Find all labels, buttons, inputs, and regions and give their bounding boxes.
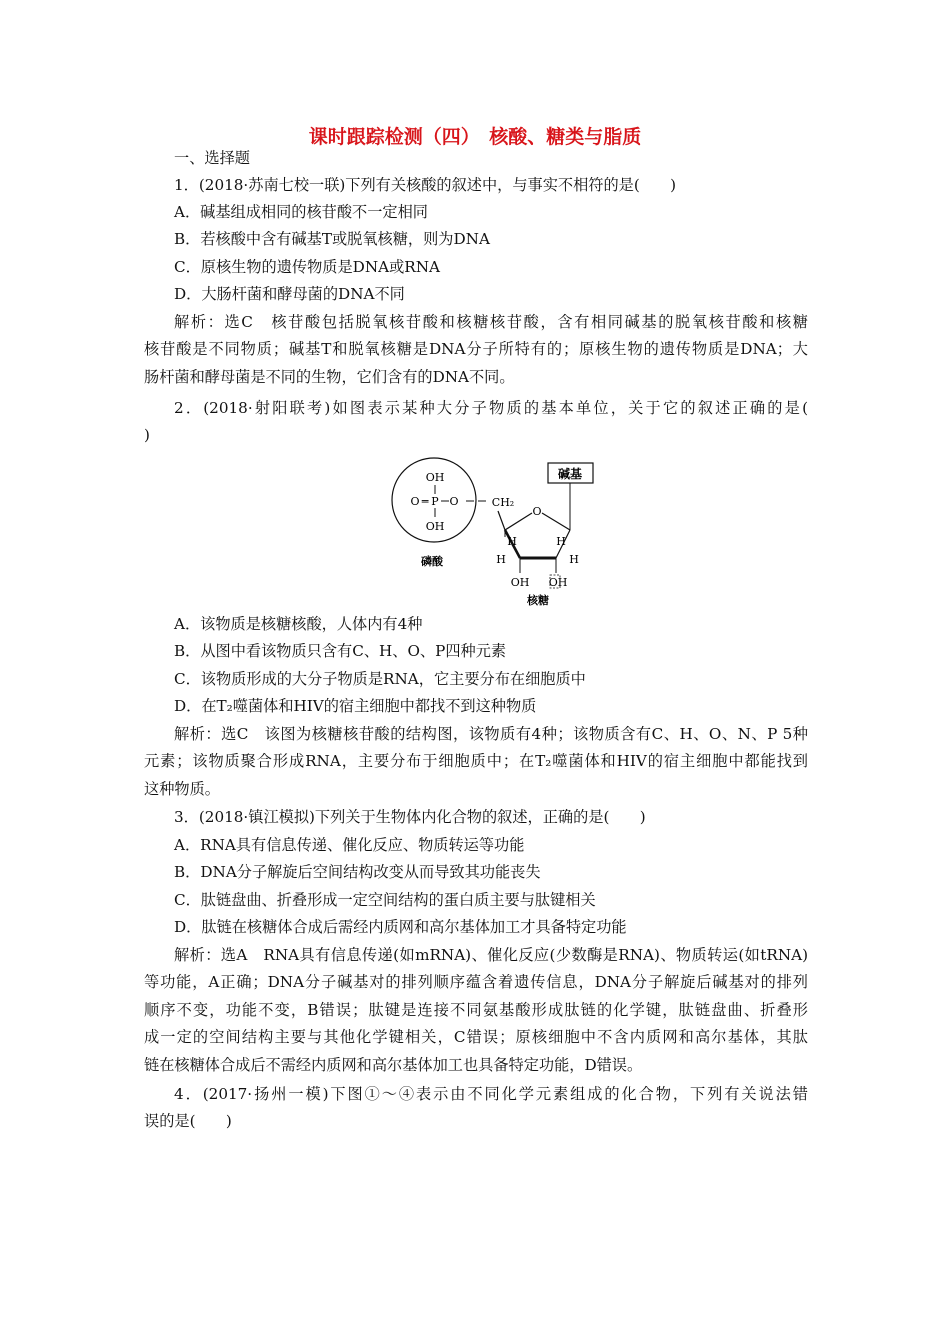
question-3-analysis: 解析：选A RNA具有信息传递(如mRNA)、催化反应(少数酶是RNA)、物质转运(如tRNA): [174, 946, 808, 964]
question-2-option-b: B．从图中看该物质只含有C、H、O、P四种元素: [174, 642, 507, 660]
question-3-option-a: A．RNA具有信息传递、催化反应、物质转运等功能: [174, 836, 525, 854]
question-2-analysis-cont: 这种物质。: [144, 780, 220, 798]
question-1-stem: 1．(2018·苏南七校一联)下列有关核酸的叙述中，与事实不相符的是( ): [174, 176, 677, 194]
ring-oxygen: O: [532, 505, 542, 518]
sugar-label: 核糖: [527, 594, 549, 607]
hydrogen-c1: H: [556, 535, 566, 548]
question-1-analysis: 解析：选C 核苷酸包括脱氧核苷酸和核糖核苷酸，含有相同碱基的脱氧核苷酸和核糖: [174, 313, 808, 331]
phosphate-o-link: O: [449, 495, 459, 508]
question-1-option-a: A．碱基组成相同的核苷酸不一定相同: [174, 203, 428, 221]
phosphate-label: 磷酸: [421, 555, 443, 568]
question-3-analysis-cont: 等功能，A正确；DNA分子碱基对的排列顺序蕴含着遗传信息，DNA分子解旋后碱基对的排列: [144, 973, 808, 991]
question-1-option-c: C．原核生物的遗传物质是DNA或RNA: [174, 258, 440, 276]
hydrogen-c3: H: [496, 553, 506, 566]
hydrogen-c2: H: [569, 553, 579, 566]
phosphorus-atom: P: [431, 495, 439, 508]
question-3-option-b: B．DNA分子解旋后空间结构改变从而导致其功能丧失: [174, 863, 541, 881]
question-3-option-d: D．肽链在核糖体合成后需经内质网和高尔基体加工才具备特定功能: [174, 918, 627, 936]
ch2-group: CH₂: [491, 496, 515, 509]
question-2-option-a: A．该物质是核糖核酸，人体内有4种: [174, 615, 423, 633]
question-3-option-c: C．肽链盘曲、折叠形成一定空间结构的蛋白质主要与肽键相关: [174, 891, 596, 909]
section-heading: 一、选择题: [174, 149, 250, 167]
question-2-option-d: D．在T₂噬菌体和HIV的宿主细胞中都找不到这种物质: [174, 697, 537, 715]
base-box: [548, 463, 593, 483]
hydrogen-c4: H: [507, 535, 517, 548]
question-2-option-c: C．该物质形成的大分子物质是RNA，它主要分布在细胞质中: [174, 670, 586, 688]
question-2-analysis: 解析：选C 该图为核糖核苷酸的结构图，该物质有4种；该物质含有C、H、O、N、P 5种: [174, 725, 808, 743]
question-4-stem: 4．(2017·扬州一模)下图①～④表示由不同化学元素组成的化合物，下列有关说法错: [174, 1085, 808, 1103]
question-3-stem: 3．(2018·镇江模拟)下列关于生物体内化合物的叙述，正确的是( ): [174, 808, 646, 826]
question-2-stem-cont: ): [144, 426, 150, 444]
question-1-option-b: B．若核酸中含有碱基T或脱氧核糖，则为DNA: [174, 230, 490, 248]
double-bond: ═: [421, 495, 429, 508]
phosphate-oh-top: OH: [425, 471, 445, 484]
question-3-analysis-cont: 成一定的空间结构主要与其他化学键相关，C错误；原核细胞中不含内质网和高尔基体，其肽: [144, 1028, 808, 1046]
question-2-stem: 2．(2018·射阳联考)如图表示某种大分子物质的基本单位，关于它的叙述正确的是(: [174, 399, 808, 417]
base-label: 碱基: [557, 467, 583, 481]
question-4-stem-cont: 误的是( ): [144, 1112, 232, 1130]
question-2-analysis-cont: 元素；该物质聚合形成RNA，主要分布于细胞质中；在T₂噬菌体和HIV的宿主细胞中都能找到: [144, 752, 808, 770]
question-1-option-d: D．大肠杆菌和酵母菌的DNA不同: [174, 285, 405, 303]
phosphate-group: [392, 458, 476, 568]
phosphate-double-o: O: [410, 495, 420, 508]
question-1-analysis-cont: 肠杆菌和酵母菌是不同的生物，它们含有的DNA不同。: [144, 368, 515, 386]
hydroxyl-c2: OH: [548, 576, 568, 589]
question-3-analysis-cont: 顺序不变，功能不变，B错误；肽键是连接不同氨基酸形成肽链的化学键，肽链盘曲、折叠形: [144, 1001, 808, 1019]
phosphate-oh-bottom: OH: [425, 520, 445, 533]
question-3-analysis-cont: 链在核糖体合成后不需经内质网和高尔基体加工也具备特定功能，D错误。: [144, 1056, 643, 1074]
hydroxyl-c3: OH: [510, 576, 530, 589]
page-title: 课时跟踪检测（四） 核酸、糖类与脂质: [308, 126, 642, 148]
ribonucleotide-structure-figure: [380, 455, 600, 610]
question-1-analysis-cont: 核苷酸是不同物质；碱基T和脱氧核糖是DNA分子所特有的；原核生物的遗传物质是DNA；大: [144, 340, 808, 358]
